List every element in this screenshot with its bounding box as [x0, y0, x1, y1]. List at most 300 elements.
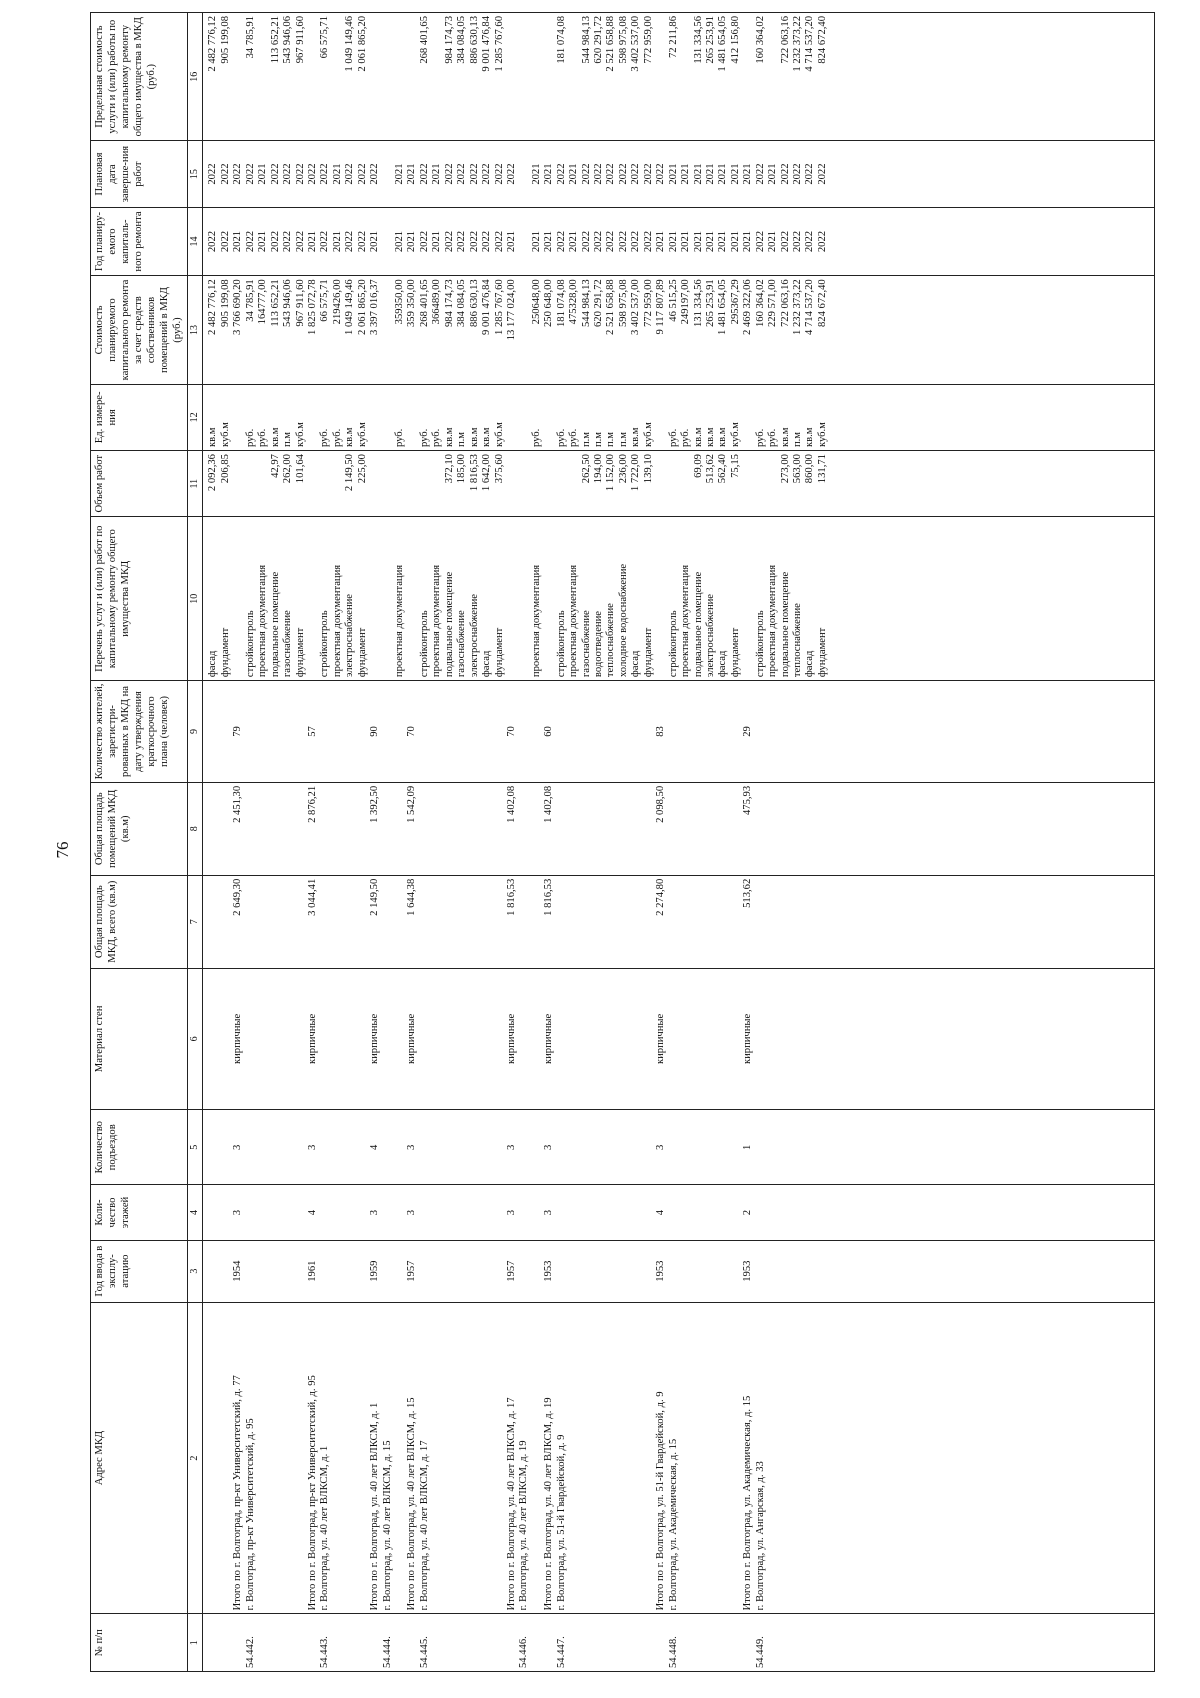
table-row-cell: 513,62 — [704, 454, 716, 484]
table-row-cell: 984 174,73 — [443, 16, 455, 64]
table-row-cell — [382, 684, 394, 779]
table-row-cell: 1 232 373,22 — [792, 16, 804, 72]
table-row-cell — [207, 1188, 219, 1236]
table-body — [203, 13, 1155, 1672]
table-row-cell: 46 515,25 — [667, 279, 679, 322]
header-cell: Материал стен — [91, 968, 188, 1110]
table-row-cell — [618, 786, 630, 872]
table-row-cell: фундамент — [219, 627, 231, 678]
table-row-cell: 2 061 865,20 — [356, 279, 368, 335]
table-row-cell — [581, 879, 593, 965]
table-row-cell — [804, 879, 816, 965]
table-row-cell — [419, 1113, 431, 1181]
table-row-cell — [643, 684, 655, 779]
table-row-cell — [668, 1113, 680, 1181]
table-row-cell — [717, 1188, 729, 1236]
table-row-cell — [419, 1188, 431, 1236]
table-row-cell — [382, 144, 394, 203]
table-row-cell: куб.м — [729, 422, 741, 448]
table-row-cell: 2021 — [655, 230, 667, 253]
table-row-cell — [382, 1188, 394, 1236]
table-row-cell — [693, 1306, 705, 1611]
table-row-cell: г. Волгоград, ул. 40 лет ВЛКСМ, д. 17 — [418, 1440, 430, 1611]
table-row-cell — [605, 1113, 617, 1181]
table-row-cell: стройконтроль — [319, 610, 331, 678]
table-row-cell — [643, 972, 655, 1107]
table-row-cell — [270, 972, 282, 1107]
table-row-cell — [518, 388, 530, 447]
table-row-cell — [630, 684, 642, 779]
header-cell: Год ввода в эксплу-атацию — [91, 1240, 188, 1302]
table-row-cell — [755, 684, 767, 779]
table-row-cell: 475,93 — [742, 785, 754, 815]
table-row-cell: 2021 — [767, 230, 779, 253]
table-row-cell: 1 481 654,05 — [717, 16, 729, 72]
table-row-cell — [605, 972, 617, 1107]
table-row-cell — [332, 454, 344, 513]
table-row-cell — [295, 1306, 307, 1611]
table-row-cell — [282, 1306, 294, 1611]
table-row-cell — [369, 388, 381, 447]
table-row-cell: теплоснабжение — [792, 603, 804, 678]
table-row-cell: 1 285 767,60 — [493, 279, 505, 335]
col-6-wall-material — [203, 968, 1155, 1110]
col-16-max-cost — [203, 13, 1155, 141]
table-row-cell: 1 285 767,60 — [493, 16, 505, 72]
table-row-cell: 1957 — [406, 1260, 418, 1282]
table-row-cell: 268 401,65 — [418, 279, 430, 327]
table-row-cell — [568, 1188, 580, 1236]
table-row-cell — [257, 16, 269, 137]
table-row-cell: 2022 — [244, 230, 256, 253]
table-row-cell: 160 364,02 — [754, 16, 766, 64]
table-row-cell — [618, 1306, 630, 1611]
table-row-cell — [693, 786, 705, 872]
table-row-cell: 4 — [655, 1209, 667, 1216]
table-row-cell — [245, 684, 257, 779]
table-row-cell — [444, 786, 456, 872]
table-row-cell — [755, 879, 767, 965]
table-row-cell: п.м — [792, 432, 804, 448]
table-row-cell — [556, 972, 568, 1107]
table-row-cell — [332, 786, 344, 872]
table-row-cell — [431, 16, 443, 137]
table-row-cell: фундамент — [729, 627, 741, 678]
table-row-cell: 2 649,30 — [232, 878, 244, 916]
table-row-cell: подвальное помещение — [443, 571, 455, 678]
col-14-repair-year — [203, 207, 1155, 276]
table-row-cell — [655, 520, 667, 677]
table-row-cell: 3 044,41 — [306, 878, 318, 916]
table-row-cell: 2 274,80 — [655, 878, 667, 916]
table-row-cell: г. Волгоград, ул. Академическая, д. 15 — [667, 1438, 679, 1611]
col-10-works — [203, 517, 1155, 681]
table-row-cell — [518, 16, 530, 137]
table-row-cell — [431, 972, 443, 1107]
table-row-cell: 54.443. — [319, 1636, 331, 1668]
table-row-cell: 54.449. — [754, 1636, 766, 1668]
header-cell: Адрес МКД — [91, 1302, 188, 1614]
table-row-cell: проектная документация — [680, 564, 692, 678]
table-row-cell — [282, 879, 294, 965]
table-row-cell: 2 149,50 — [369, 878, 381, 916]
table-row-cell: 2 451,30 — [232, 785, 244, 823]
table-row-cell: куб.м — [356, 422, 368, 448]
table-row-cell — [220, 1306, 232, 1611]
table-row-cell — [817, 786, 829, 872]
table-row-cell — [730, 786, 742, 872]
table-row-cell — [543, 388, 555, 447]
col-12-unit — [203, 384, 1155, 450]
table-row-cell — [755, 972, 767, 1107]
table-row-cell — [568, 1244, 580, 1299]
table-row-cell: 544 984,13 — [580, 16, 592, 64]
table-row-cell — [431, 1113, 443, 1181]
table-row-cell — [531, 1618, 543, 1669]
table-row-cell — [742, 16, 754, 137]
table-row-cell — [817, 879, 829, 965]
table-row-cell — [382, 454, 394, 513]
table-row-cell — [668, 972, 680, 1107]
table-row-cell: проектная документация — [331, 564, 343, 678]
table-row-cell: Итого по г. Волгоград, пр-кт Университетский, д. 77 — [232, 1375, 244, 1611]
table-row-cell — [518, 144, 530, 203]
table-row-cell: кв.м — [207, 427, 219, 448]
table-row-cell — [568, 684, 580, 779]
table-row-cell — [817, 1244, 829, 1299]
table-row-cell: кв.м — [804, 427, 816, 448]
table-row-cell — [655, 1618, 667, 1669]
table-row-cell — [717, 684, 729, 779]
column-number: 7 — [188, 875, 203, 968]
table-row-cell — [406, 1618, 418, 1669]
table-row-cell — [394, 879, 406, 965]
table-row-cell: 2021 — [704, 163, 716, 185]
table-row-cell: газоснабжение — [456, 610, 468, 678]
table-row-cell — [705, 1113, 717, 1181]
table-row-cell — [382, 16, 394, 137]
table-row-cell: 2021 — [692, 230, 704, 253]
table-row-cell: куб.м — [816, 422, 828, 448]
table-row-cell — [494, 1306, 506, 1611]
table-row-cell: 562,40 — [717, 454, 729, 484]
table-row-cell — [780, 684, 792, 779]
table-row-cell: 1953 — [655, 1260, 667, 1282]
table-row-cell: 2021 — [742, 163, 754, 185]
table-row-cell: фундамент — [294, 627, 306, 678]
table-row-cell: 1954 — [232, 1260, 244, 1282]
table-row-cell — [618, 1618, 630, 1669]
table-row-cell: 563,00 — [792, 454, 804, 484]
table-row-cell — [730, 972, 742, 1107]
table-row-cell: 249197,00 — [680, 279, 692, 325]
table-row-cell: 2022 — [617, 230, 629, 253]
table-row-cell — [319, 1113, 331, 1181]
table-row-cell — [717, 1244, 729, 1299]
table-row-cell — [618, 684, 630, 779]
table-row-cell — [282, 972, 294, 1107]
table-row-cell — [705, 1306, 717, 1611]
table-row-cell — [556, 1188, 568, 1236]
table-row-cell: 860,00 — [804, 454, 816, 484]
table-row-cell: 2 482 776,12 — [207, 279, 219, 335]
table-row-cell: 2022 — [443, 230, 455, 253]
table-row-cell — [394, 1188, 406, 1236]
table-row-cell — [494, 1113, 506, 1181]
table-row-cell — [780, 1188, 792, 1236]
table-row-cell — [531, 684, 543, 779]
table-row-cell — [593, 1306, 605, 1611]
table-row-cell — [494, 1618, 506, 1669]
table-row-cell: п.м — [593, 432, 605, 448]
table-row-cell: 1957 — [505, 1260, 517, 1282]
table-row-cell — [419, 786, 431, 872]
table-row-cell — [518, 1244, 530, 1299]
table-row-cell: 229 571,00 — [767, 279, 779, 327]
table-row-cell: 2022 — [481, 230, 493, 253]
table-row-cell: п.м — [456, 432, 468, 448]
table-row-cell — [780, 786, 792, 872]
table-row-cell: 3 402 537,00 — [630, 279, 642, 335]
table-row-cell — [780, 1113, 792, 1181]
table-row-cell — [618, 972, 630, 1107]
table-row-cell: 131,71 — [816, 454, 828, 484]
table-row-cell — [506, 520, 518, 677]
table-row-cell — [730, 879, 742, 965]
table-row-cell: 2022 — [605, 230, 617, 253]
table-row-cell — [220, 1188, 232, 1236]
column-number: 2 — [188, 1302, 203, 1614]
table-row-cell — [295, 1618, 307, 1669]
table-row-cell — [593, 1244, 605, 1299]
table-row-cell: 2021 — [394, 163, 406, 185]
table-row-cell — [693, 879, 705, 965]
table-row-cell: 772 959,00 — [642, 279, 654, 327]
column-number: 11 — [188, 451, 203, 517]
table-row-cell — [469, 786, 481, 872]
table-row-cell: Итого по г. Волгоград, ул. Академическая, д. 15 — [742, 1395, 754, 1611]
table-row-cell: 83 — [655, 726, 667, 737]
table-row-cell: г. Волгоград, ул. 40 лет ВЛКСМ, д. 1 — [319, 1445, 331, 1611]
table-row-cell — [319, 454, 331, 513]
table-row-cell — [344, 972, 356, 1107]
table-row-cell — [469, 1306, 481, 1611]
table-row-cell — [419, 879, 431, 965]
table-row-cell: кв.м — [481, 427, 493, 448]
table-row-cell — [643, 1188, 655, 1236]
table-row-cell: 225,00 — [356, 454, 368, 484]
table-row-cell: 13 177 024,00 — [505, 279, 517, 341]
table-row-cell: кирпичные — [369, 1013, 381, 1065]
table-row-cell — [257, 879, 269, 965]
table-row-cell — [481, 1306, 493, 1611]
table-row-cell — [319, 1188, 331, 1236]
table-row-cell — [469, 1618, 481, 1669]
column-number: 14 — [188, 207, 203, 276]
table-row-cell — [406, 16, 418, 137]
table-row-cell: 2022 — [418, 163, 430, 185]
table-row-cell: 824 672,40 — [816, 279, 828, 327]
table-row-cell: фундамент — [816, 627, 828, 678]
table-row-cell — [581, 684, 593, 779]
table-row-cell — [668, 1244, 680, 1299]
table-row-cell — [767, 1618, 779, 1669]
table-row-cell — [518, 1113, 530, 1181]
table-row-cell — [481, 879, 493, 965]
table-row-cell: 2021 — [406, 163, 418, 185]
table-row-cell — [518, 454, 530, 513]
table-row-cell — [817, 1113, 829, 1181]
table-row-cell: 824 672,40 — [816, 16, 828, 64]
table-row-cell — [332, 1618, 344, 1669]
table-row-cell: 375,60 — [493, 454, 505, 484]
table-row-cell: 262,50 — [580, 454, 592, 484]
table-row-cell — [792, 1618, 804, 1669]
table-row-cell — [568, 879, 580, 965]
table-row-cell: г. Волгоград, ул. 40 лет ВЛКСМ, д. 15 — [381, 1440, 393, 1611]
table-row-cell: 2022 — [580, 163, 592, 185]
table-row-cell — [767, 1244, 779, 1299]
table-row-cell — [730, 1188, 742, 1236]
table-row-cell — [207, 879, 219, 965]
column-number: 15 — [188, 141, 203, 207]
table-row-cell — [394, 972, 406, 1107]
table-row-cell: 384 084,05 — [456, 279, 468, 327]
table-row-cell — [469, 1188, 481, 1236]
table-row-cell — [319, 1244, 331, 1299]
table-row-cell: 2022 — [630, 230, 642, 253]
table-row-cell — [693, 1618, 705, 1669]
table-row-cell: 2022 — [779, 230, 791, 253]
table-row-cell — [605, 786, 617, 872]
table-row-cell — [444, 1188, 456, 1236]
table-row-cell — [357, 1618, 369, 1669]
table-row-cell — [481, 786, 493, 872]
table-row-cell: 164777,00 — [257, 279, 269, 325]
table-row-cell: руб. — [555, 428, 567, 448]
table-row-cell — [717, 786, 729, 872]
table-row-cell — [630, 1188, 642, 1236]
table-row-cell: 1959 — [369, 1260, 381, 1282]
table-row-cell — [307, 1618, 319, 1669]
table-row-cell: 2021 — [717, 163, 729, 185]
table-row-cell — [568, 1113, 580, 1181]
table-row-cell: 598 975,08 — [617, 16, 629, 64]
table-row-cell: 2022 — [456, 230, 468, 253]
table-row-cell: 9 001 476,84 — [481, 279, 493, 335]
table-row-cell — [444, 1618, 456, 1669]
table-row-cell — [817, 1618, 829, 1669]
table-row-cell: п.м — [605, 432, 617, 448]
table-row-cell: Итого по г. Волгоград, ул. 40 лет ВЛКСМ, д. 15 — [406, 1397, 418, 1611]
table-row-cell — [282, 684, 294, 779]
table-row-cell: 66 575,71 — [319, 16, 331, 59]
table-row-cell — [568, 16, 580, 137]
table-row-cell — [456, 879, 468, 965]
table-row-cell: 2 092,36 — [207, 454, 219, 492]
table-row-cell — [357, 879, 369, 965]
header-cell: Перечень услуг и (или) работ по капитальному ремонту общего имущества МКД — [91, 517, 188, 681]
table-row-cell: 1 816,53 — [543, 878, 555, 916]
table-row-cell: 3 — [543, 1209, 555, 1216]
table-row-cell — [680, 1188, 692, 1236]
table-row-cell — [817, 1306, 829, 1611]
table-row-cell — [220, 879, 232, 965]
table-row-cell: кв.м — [704, 427, 716, 448]
table-row-cell — [568, 454, 580, 513]
table-row-cell: руб. — [680, 428, 692, 448]
table-row-cell: руб. — [244, 428, 256, 448]
table-row-cell: Итого по г. Волгоград, ул. 51-й Гвардейской, д. 9 — [655, 1391, 667, 1611]
table-row-cell — [494, 972, 506, 1107]
table-row-cell — [369, 1618, 381, 1669]
table-row-cell: 1 644,38 — [406, 878, 418, 916]
table-row-cell: 2022 — [655, 163, 667, 185]
table-row-cell — [257, 1188, 269, 1236]
column-number: 1 — [188, 1614, 203, 1672]
table-row-cell — [717, 1113, 729, 1181]
table-row-cell — [655, 388, 667, 447]
table-row-cell: 3 766 690,20 — [232, 279, 244, 335]
header-cell: Ед. измере-ния — [91, 384, 188, 450]
table-row-cell — [319, 684, 331, 779]
table-row-cell: куб.м — [493, 422, 505, 448]
table-row-cell: 544 984,13 — [580, 279, 592, 327]
table-row-cell — [605, 1618, 617, 1669]
table-row-cell — [680, 1244, 692, 1299]
table-row-cell: проектная документация — [767, 564, 779, 678]
table-row-cell: Итого по г. Волгоград, ул. 40 лет ВЛКСМ, д. 19 — [543, 1397, 555, 1611]
table-row-cell — [406, 388, 418, 447]
table-row-cell — [693, 1188, 705, 1236]
table-row-cell — [344, 1306, 356, 1611]
table-row-cell — [382, 972, 394, 1107]
table-row-cell — [494, 1188, 506, 1236]
table-row-cell: 4 — [306, 1209, 318, 1216]
table-row-cell: фасад — [481, 650, 493, 678]
table-row-cell — [307, 454, 319, 513]
table-row-cell — [382, 388, 394, 447]
table-row-cell: 9 117 807,89 — [655, 279, 667, 335]
table-row-cell — [531, 1306, 543, 1611]
col-15-end-date — [203, 141, 1155, 207]
table-row-cell — [717, 1618, 729, 1669]
table-row-cell: 60 — [543, 726, 555, 737]
table-row-cell: 29 — [742, 726, 754, 737]
table-row-cell: 412 156,80 — [729, 16, 741, 64]
table-row-cell: фасад — [717, 650, 729, 678]
table-row-cell: 2022 — [219, 163, 231, 185]
table-row-cell: 236,00 — [617, 454, 629, 484]
table-row-cell: 250648,00 — [530, 279, 542, 325]
table-row-cell — [357, 1244, 369, 1299]
table-row-cell — [319, 879, 331, 965]
table-row-cell: 2022 — [456, 163, 468, 185]
table-row-cell — [444, 1306, 456, 1611]
table-row-cell: 160 364,02 — [754, 279, 766, 327]
table-row-cell — [431, 1306, 443, 1611]
table-row-cell: кв.м — [692, 427, 704, 448]
table-row-cell — [680, 1113, 692, 1181]
table-row-cell — [618, 1244, 630, 1299]
table-row-cell: 2021 — [568, 230, 580, 253]
table-row-cell — [804, 1188, 816, 1236]
table-row-cell: руб. — [331, 428, 343, 448]
table-row-cell: 967 911,60 — [294, 16, 306, 64]
table-row-cell: 2021 — [667, 230, 679, 253]
table-row-cell — [804, 972, 816, 1107]
table-row-cell — [444, 879, 456, 965]
